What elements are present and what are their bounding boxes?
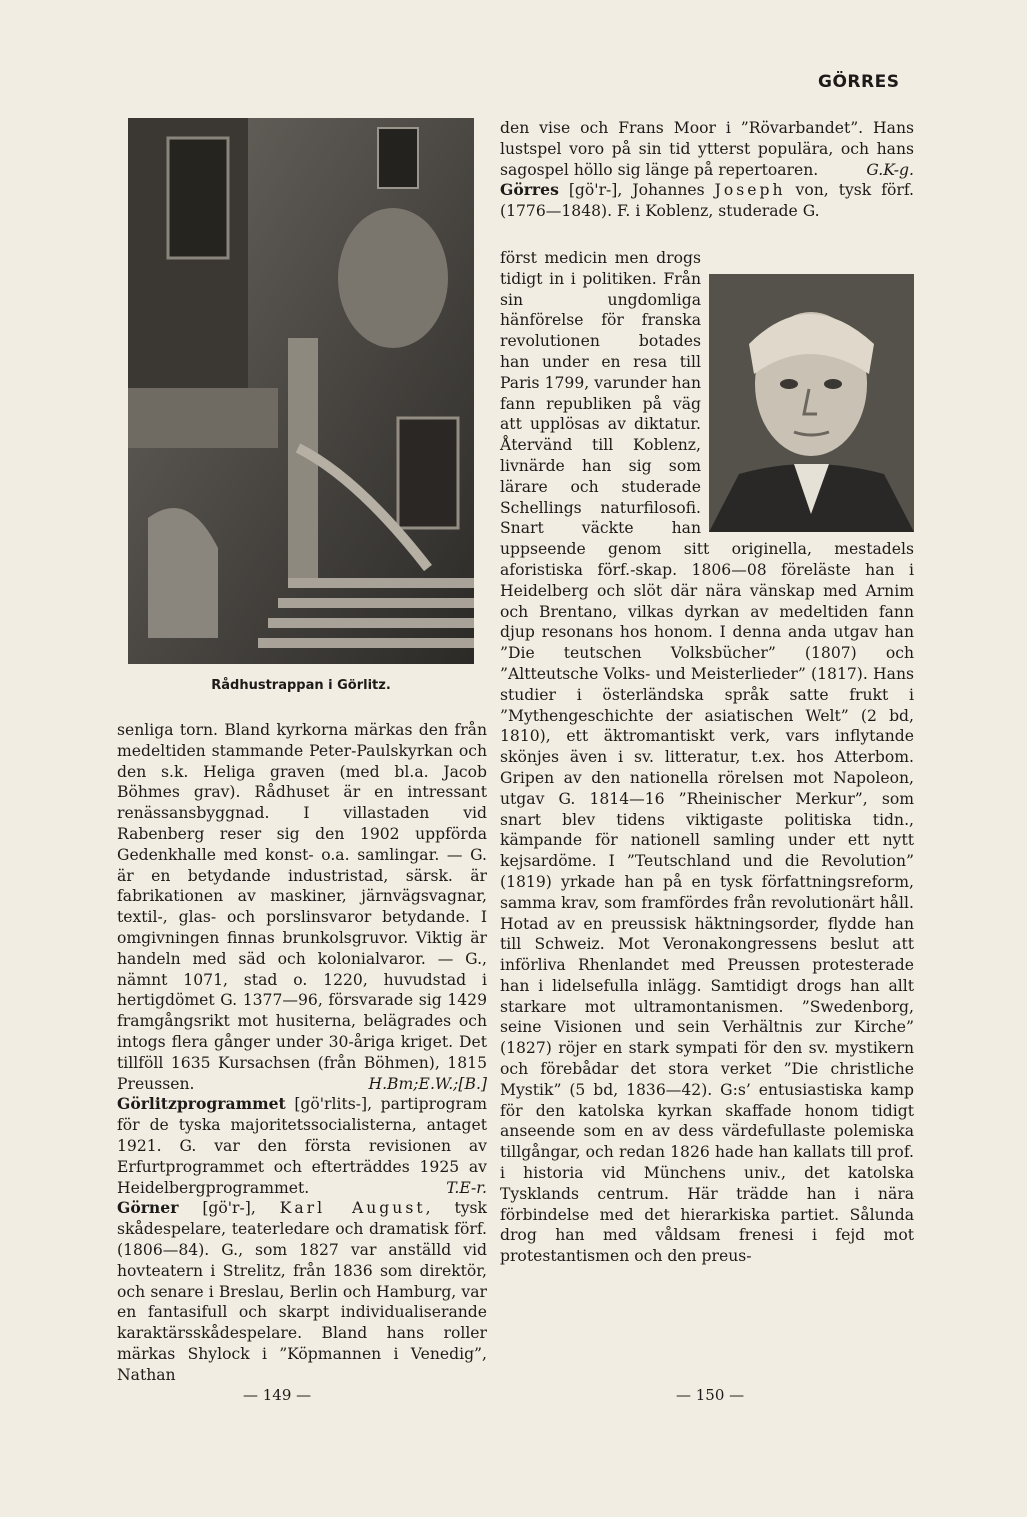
left-column [117, 720, 487, 1386]
right-column-top [500, 118, 914, 222]
entry-pronunciation: [gö'r-], Johannes [558, 181, 715, 200]
town-hall-stair-illustration [128, 118, 474, 664]
right-column-body [500, 248, 914, 1267]
entry-pronunciation: [gö'r-], [178, 1199, 280, 1218]
gorlitz-text: senliga torn. Bland kyrkorna märkas den från medeltiden stammande Peter-Paulskyrkan och den s.k. Heliga graven (med bl.a. Jacob Böhmes grav). Rådhuset är en intressant renässansbyggnad. I villastaden vid Rabenberg reser sig den 1902 uppförda Gedenkhalle med konst- o.a. samlingar. — G. är en betydande industristad, särsk. är fabrikationen av maskiner, järnvägsvagnar, textil-, glas- och porslinsvaror betydande. I omgivningen finnas brunkolsgruvor. Viktig är handeln med säd och kolonialvaror. — G., nämnt 1071, stad o. 1220, huvudstad i hertigdömet G. 1377—96, försvarade sig 1429 framgångsrikt mot husiterna, belägrades och intogs flera gånger under 30-åriga kriget. Det tillföll 1635 Kursachsen (från Böhmen), 1815 Preussen. [117, 721, 487, 1093]
entry-person-name: Joseph [714, 181, 786, 200]
town-hall-stair-photo [128, 118, 474, 664]
gorres-portrait-drawing [709, 274, 914, 532]
entry-text: , tysk skådespelare, teaterledare och dramatisk förf. (1806—84). G., som 1827 var anställd vid hovteatern i Strelitz, från 1836 som direktör, och senare i Breslau, Berlin och Hamburg, var en fantasifull och skarpt individualiserande karaktärsskådespelare. Bland hans roller märkas Shylock i ”Köpmannen i Venedig”, Nathan [117, 1199, 487, 1384]
photo-caption: Rådhustrappan i Görlitz. [211, 678, 391, 693]
entry-gorlitz-continuation [117, 720, 487, 1094]
page-number-right: — 150 — [676, 1386, 745, 1404]
entry-text: [gö'rlits-], partiprogram för de tyska majoritetssocialisterna, antaget 1921. G. var den första revisionen av Erfurtprogrammet och efterträddes 1925 av Heidelbergprogrammet. [117, 1095, 487, 1197]
gorres-portrait [709, 274, 914, 532]
entry-gorlitzprogrammet [117, 1094, 487, 1198]
running-headword: GÖRRES [818, 72, 900, 92]
entry-gorres-heading [500, 180, 914, 222]
continuation-text: den vise och Frans Moor i ”Rövarbandet”. Hans lustspel voro på sin tid ytterst populära, och hans sagospel höllo sig länge på repertoaren. [500, 119, 914, 179]
entry-intro: von, tysk förf. (1776—1848). F. i Koblenz, studerade G. [500, 181, 914, 221]
entry-gorner-continuation [500, 118, 914, 180]
entry-headword: Görres [500, 180, 559, 200]
entry-gorner [117, 1198, 487, 1385]
entry-headword: Görner [117, 1198, 179, 1218]
continuation-signature: G.K-g. [866, 160, 914, 179]
entry-person-name: Karl August [279, 1199, 426, 1218]
entry-headword: Görlitzprogrammet [117, 1094, 286, 1114]
entry-gorres-body: först medicin men drogs tidigt in i politiken. Från sin ungdomliga hänförelse för franska revolutionen botades han under en resa till Paris 1799, varunder han fann republiken på väg att upplösas av diktatur. Återvänd till Koblenz, livnärde han sig som lärare och studerade Schellings naturfilosofi. Snart väckte han uppseende genom sitt originella, mestadels aforistiska förf.-skap. 1806—08 föreläste han i Heidelberg och slöt där nära vänskap med Arnim och Brentano, vilkas dyrkan av medeltiden fann djup resonans hos honom. I denna anda utgav han ”Die teutschen Volksbücher” (1807) och ”Altteutsche Volks- und Meisterlieder” (1817). Hans studier i österländska språk satte frukt i ”Mythengeschichte der asiatischen Welt” (2 bd, 1810), ett äktromantiskt verk, vars inflytande skönjes även i sv. litteratur, t.ex. hos Atterbom. Gripen av den nationella rörelsen mot Napoleon, utgav G. 1814—16 ”Rheinischer Merkur”, som snart blev tidens viktigaste politiska tidn., kämpande för nationell samling under ett nytt kejsardöme. I ”Teutschland und die Revolution” (1819) yrkade han på en tysk författningsreform, samma krav, som framfördes från revolutionärt håll. Hotad av en preussisk häktningsorder, flydde han till Schweiz. Mot Veronakongressens beslut att införliva Rhenlandet med Preussen protesterade han i lidelsefulla inlägg. Samtidigt drogs han allt starkare mot ultramontanismen. ”Swedenborg, seine Visionen und sein Verhältnis zur Kirche” (1827) röjer en stark sympati för den sv. mystikern och förebådar det stora verket ”Die christliche Mystik” (5 bd, 1836—42). G:s’ entusiastiska kamp för den katolska kyrkan skaffade honom tidigt anseende som en av dess värdefullaste polemiska tillgångar, och redan 1826 hade han kallats till prof. i historia vid Münchens univ., det katolska Tysklands centrum. Här trädde han i nära förbindelse med det hierarkiska partiet. Sålunda drog han med våldsam frenesi i fejd mot protestantismen och den preus- [500, 249, 914, 1266]
entry-signature: T.E-r. [446, 1178, 487, 1197]
gorlitz-signature: H.Bm;E.W.;[B.] [368, 1074, 487, 1093]
page-number-left: — 149 — [243, 1386, 312, 1404]
